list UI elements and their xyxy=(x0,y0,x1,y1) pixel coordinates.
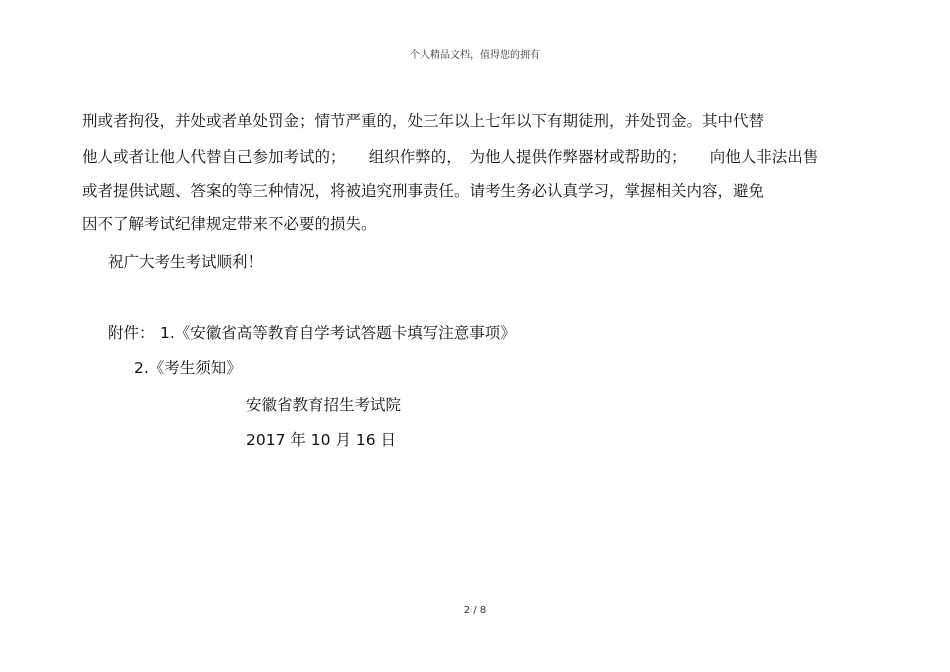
page-number: 2 / 8 xyxy=(463,605,487,616)
closing-wish: 祝广大考生考试顺利！ xyxy=(108,253,264,271)
signature-organization: 安徽省教育招生考试院 xyxy=(246,396,402,414)
signature-date: 2017 年 10 月 16 日 xyxy=(246,431,397,449)
body-line-3: 或者提供试题、答案的等三种情况，将被追究刑事责任。请考生务必认真学习，掌握相关内容，避免 xyxy=(82,182,765,200)
attachment-item-1: 1.《安徽省高等教育自学考试答题卡填写注意事项》 xyxy=(160,324,516,342)
attachments-label: 附件： xyxy=(108,324,155,342)
body-line-1: 刑或者拘役，并处或者单处罚金；情节严重的，处三年以上七年以下有期徒刑，并处罚金。其中代替 xyxy=(82,112,765,130)
attachment-item-2: 2.《考生须知》 xyxy=(134,359,242,377)
page-header: 个人精品文档，值得您的拥有 xyxy=(410,50,540,61)
body-line-2: 他人或者让他人代替自己参加考试的； 组织作弊的， 为他人提供作弊器材或帮助的； 向他人非法出售 xyxy=(82,148,819,166)
body-line-4: 因不了解考试纪律规定带来不必要的损失。 xyxy=(82,215,377,233)
